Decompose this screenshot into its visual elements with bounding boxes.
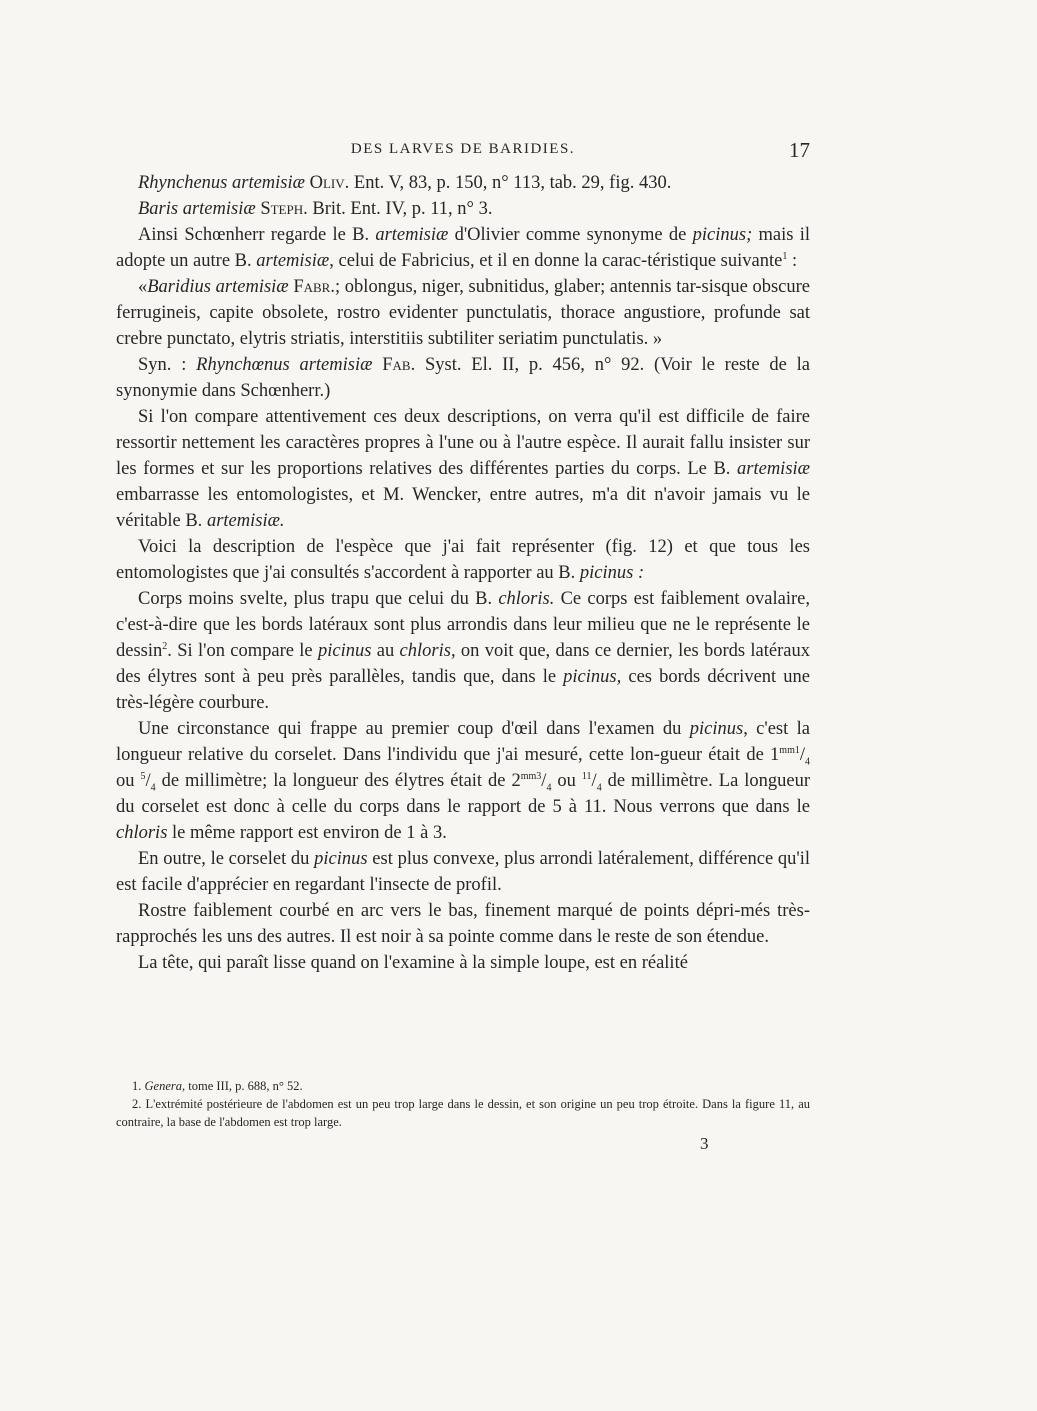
footnote-1: 1. Genera, tome III, p. 688, n° 52. (132, 1079, 303, 1093)
paragraph: Rostre faiblement courbé en arc vers le bas, finement marqué de points dépri-més très-rapprochés les uns des autres. Il est noir à sa pointe comme dans le reste de son étendue. (116, 901, 810, 947)
paragraph: En outre, le corselet du picinus est plus convexe, plus arrondi latéralement, différence qu'il est facile d'apprécier en regardant l'insecte de profil. (116, 849, 811, 895)
footnote-ref: 2 (162, 640, 168, 652)
paragraph: Corps moins svelte, plus trapu que celui du B. chloris. Ce corps est faiblement ovalaire, c'est-à-dire que les bords latéraux sont plus arrondis dans leur milieu que ne le représente le dessin$^2$. Si l'on compare le picinus au chloris, on voit que, dans ce dernier, les bords latéraux des élytres sont à peu près parallèles, tandis que, dans le picinus, ces bords décrivent une très-légère courbure. (116, 589, 811, 713)
paragraph: Syn. : Rhynchœnus artemisiæ Fab. Syst. El. II, p. 456, n° 92. (Voir le reste de la synonymie dans Schœnherr.) (116, 355, 810, 401)
synonym-line: Baris artemisiæ Steph. Brit. Ent. IV, p. 11, n° 3. (138, 199, 493, 219)
paragraph: Ainsi Schœnherr regarde le B. artemisiæ d'Olivier comme synonyme de picinus; mais il adopte un autre B. artemisiæ, celui de Fabricius, et il en donne la carac-téristique suivante$^1$ : (116, 225, 810, 271)
running-head: DES LARVES DE BARIDIES. (350, 141, 576, 157)
signature-mark: 3 (700, 1134, 709, 1153)
page-number: 17 (789, 138, 810, 162)
footnotes (116, 1077, 810, 1131)
paragraph: Si l'on compare attentivement ces deux descriptions, on verra qu'il est difficile de faire ressortir nettement les caractères propres à l'une ou à l'autre espèce. Il aurait fallu insister sur les formes et sur les proportions relatives des différentes parties du corps. Le B. artemisiæ embarrasse les entomologistes, et M. Wencker, entre autres, m'a dit n'avoir jamais vu le véritable B. artemisiæ. (116, 407, 810, 531)
paragraph: «Baridius artemisiæ Fabr.; oblongus, niger, subnitidus, glaber; antennis tar-sisque obscure ferrugineis, capite obsolete, rostro evidenter punctulatis, thorace angustiore, profunde sat crebre punctato, elytris striatis, interstitiis subtiliter seriatim punctulatis. » (116, 277, 811, 349)
paragraph: Une circonstance qui frappe au premier coup d'œil dans l'examen du picinus, c'est la longueur relative du corselet. Dans l'individu que j'ai mesuré, cette lon-gueur était de $1^{mm1}/_4$ ou $^5/_4$ de millimètre; la longueur des élytres était de $2^{mm3}/_4$ ou $^{11}/_4$ de millimètre. La longueur du corselet est donc à celle du corps dans le rapport de 5 à 11. Nous verrons que dans le chloris le même rapport est environ de 1 à 3. (116, 719, 811, 843)
synonym-line: Rhynchenus artemisiæ Oliv. Ent. V, 83, p. 150, n° 113, tab. 29, fig. 430. (138, 173, 672, 193)
footnote-2: 2. L'extrémité postérieure de l'abdomen est un peu trop large dans le dessin, et son origine un peu trop étroite. Dans la figure 11, au contraire, la base de l'abdomen est trop large. (116, 1097, 810, 1129)
paragraph: Voici la description de l'espèce que j'ai fait représenter (fig. 12) et que tous les entomologistes que j'ai consultés s'accordent à rapporter au B. picinus : (116, 537, 810, 583)
page-header (116, 138, 810, 160)
paragraph: La tête, qui paraît lisse quand on l'examine à la simple loupe, est en réalité (138, 953, 688, 973)
footnote-ref: 1 (782, 250, 788, 262)
body-text (116, 170, 810, 976)
